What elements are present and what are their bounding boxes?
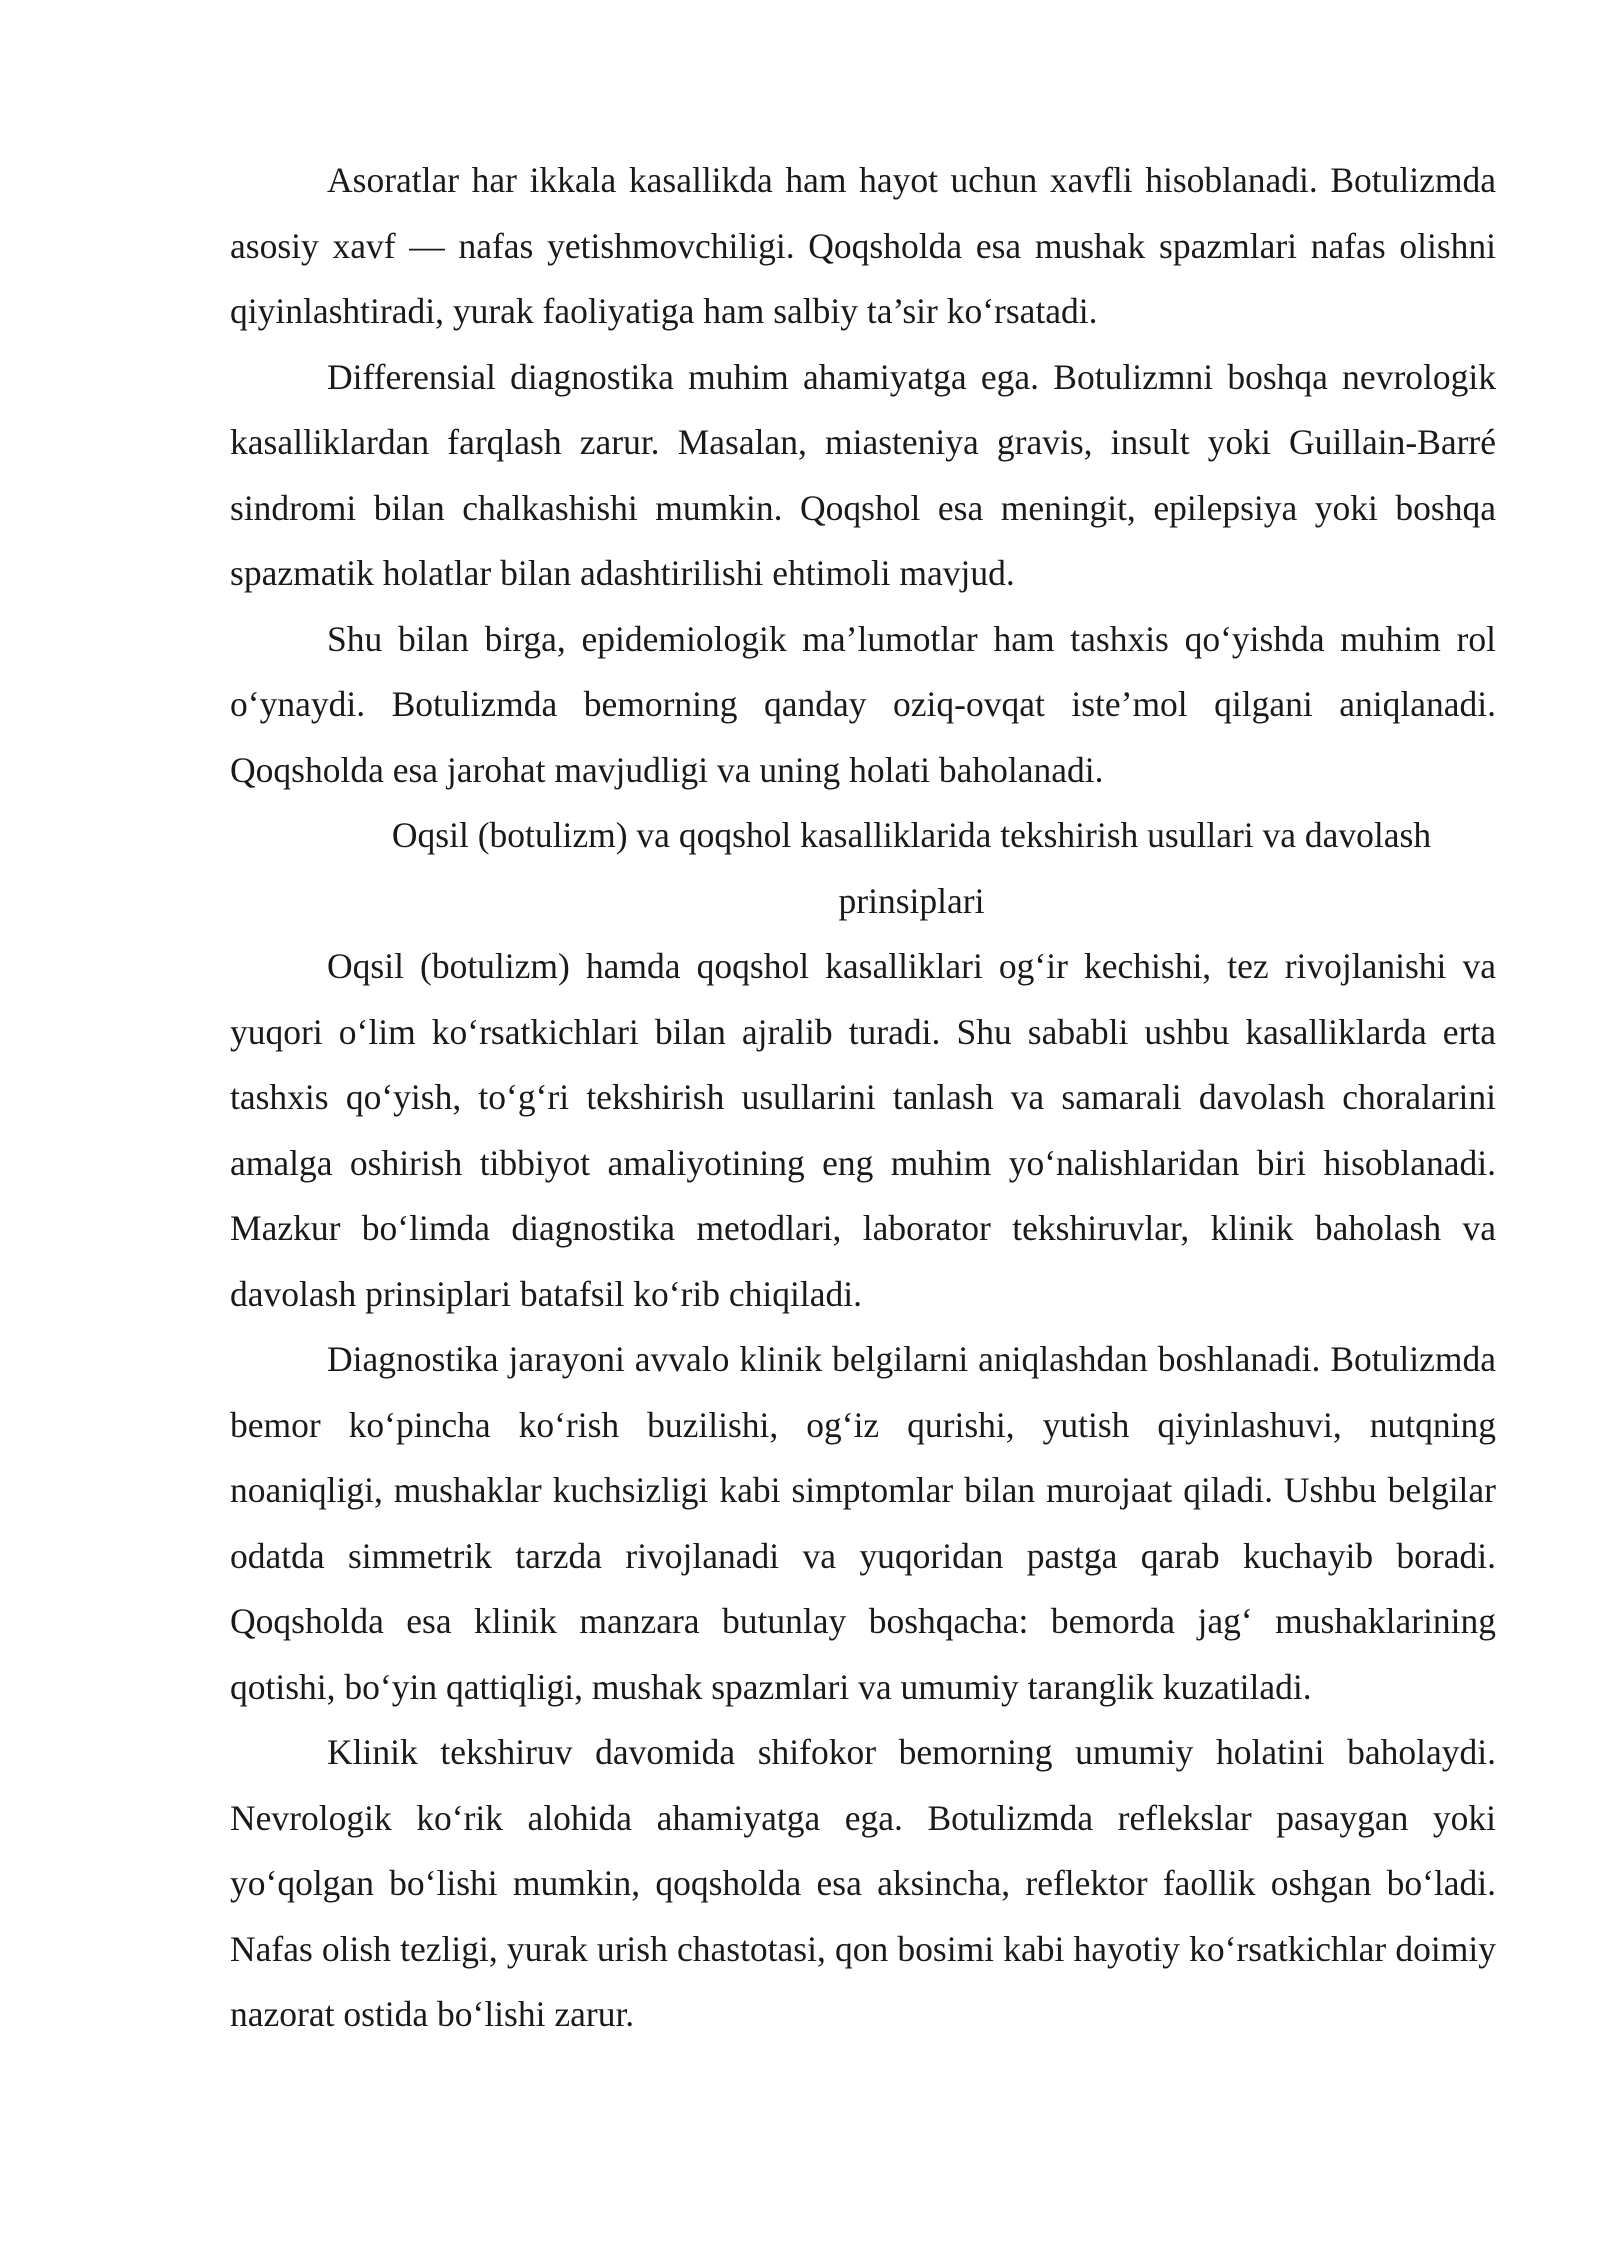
document-page: [230, 148, 1496, 2048]
section-heading: Oqsil (botulizm) va qoqshol kasalliklarida tekshirish usullari va davolash prinsiplari: [391, 815, 1432, 921]
paragraph-complications: Asoratlar har ikkala kasallikda ham hayot uchun xavfli hisoblanadi. Botulizmda asosiy xavf — nafas yetishmovchiligi. Qoqsholda esa mushak spazmlari nafas olishni qiyinlashtiradi, yurak faoliyatiga ham salbiy ta’sir ko‘rsatadi.: [230, 160, 1496, 331]
paragraph-diagnostic-process: Diagnostika jarayoni avvalo klinik belgilarni aniqlashdan boshlanadi. Botulizmda bemor ko‘pincha ko‘rish buzilishi, og‘iz qurishi, yutish qiyinlashuvi, nutqning noaniqligi, mushaklar kuchsizligi kabi simptomlar bilan murojaat qiladi. Ushbu belgilar odatda simmetrik tarzda rivojlanadi va yuqoridan pastga qarab kuchayib boradi. Qoqsholda esa klinik manzara butunlay boshqacha: bemorda jag‘ mushaklarining qotishi, bo‘yin qattiqligi, mushak spazmlari va umumiy taranglik kuzatiladi.: [230, 1339, 1496, 1707]
paragraph-clinical-examination: Klinik tekshiruv davomida shifokor bemorning umumiy holatini baholaydi. Nevrologik ko‘rik alohida ahamiyatga ega. Botulizmda reflekslar pasaygan yoki yo‘qolgan bo‘lishi mumkin, qoqsholda esa aksincha, reflektor faollik oshgan bo‘ladi. Nafas olish tezligi, yurak urish chastotasi, qon bosimi kabi hayotiy ko‘rsatkichlar doimiy nazorat ostida bo‘lishi zarur.: [230, 1732, 1496, 2034]
paragraph-epidemiology: Shu bilan birga, epidemiologik ma’lumotlar ham tashxis qo‘yishda muhim rol o‘ynaydi. Botulizmda bemorning qanday oziq-ovqat iste’mol qilgani aniqlanadi. Qoqsholda esa jarohat mavjudligi va uning holati baholanadi.: [230, 618, 1496, 790]
paragraph-introduction: Oqsil (botulizm) hamda qoqshol kasalliklari og‘ir kechishi, tez rivojlanishi va yuqori o‘lim ko‘rsatkichlari bilan ajralib turadi. Shu sababli ushbu kasalliklarda erta tashxis qo‘yish, to‘g‘ri tekshirish usullarini tanlash va samarali davolash choralarini amalga oshirish tibbiyot amaliyotining eng muhim yo‘nalishlaridan biri hisoblanadi. Mazkur bo‘limda diagnostika metodlari, laborator tekshiruvlar, klinik baholash va davolash prinsiplari batafsil ko‘rib chiqiladi.: [230, 946, 1496, 1314]
paragraph-differential-diagnosis: Differensial diagnostika muhim ahamiyatga ega. Botulizmni boshqa nevrologik kasalliklardan farqlash zarur. Masalan, miasteniya gravis, insult yoki Guillain-Barré sindromi bilan chalkashishi mumkin. Qoqshol esa meningit, epilepsiya yoki boshqa spazmatik holatlar bilan adashtirilishi ehtimoli mavjud.: [230, 356, 1496, 593]
